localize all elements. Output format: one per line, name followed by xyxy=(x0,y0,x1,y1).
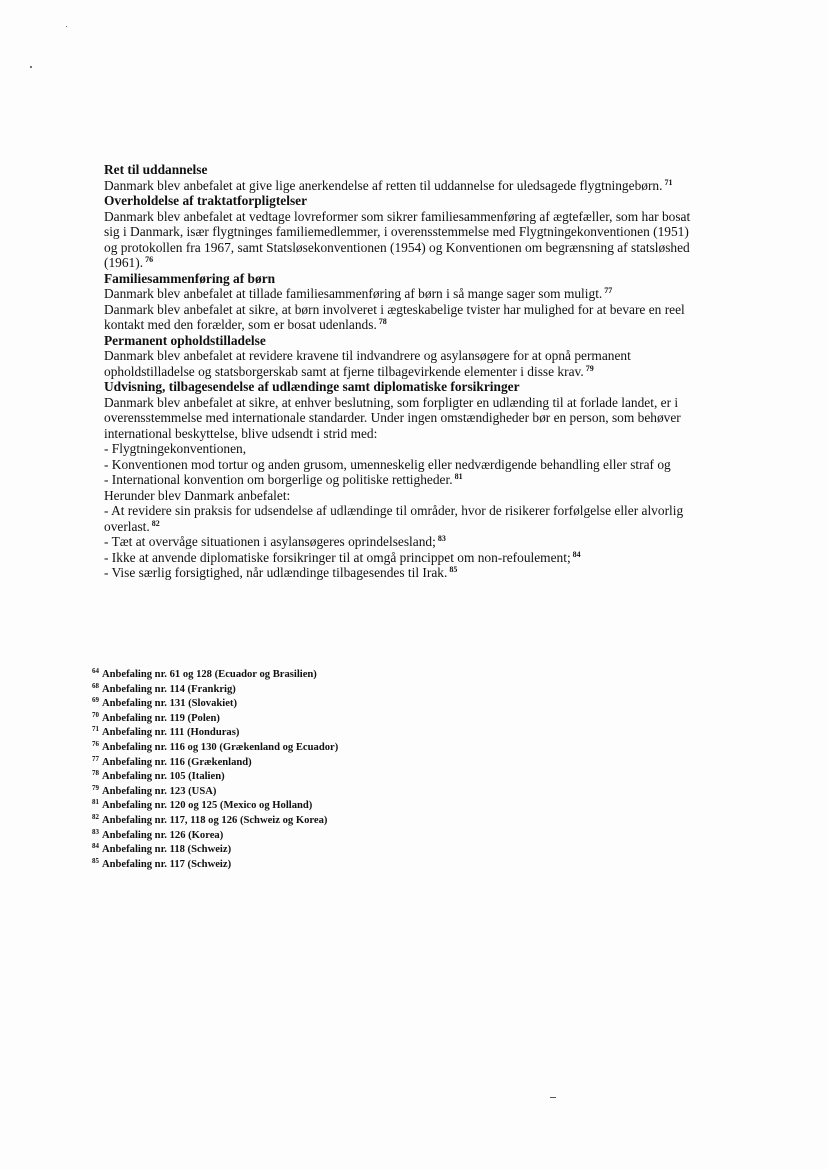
body-text xyxy=(104,162,704,581)
paragraph xyxy=(104,488,704,504)
paragraph xyxy=(104,178,704,194)
footnote-text: Anbefaling nr. 111 (Honduras) xyxy=(102,727,240,739)
paragraph-text: - Flygtningekonventionen, xyxy=(104,441,247,456)
footnote-number: 81 xyxy=(92,798,99,807)
paragraph-text: Danmark blev anbefalet at sikre, at børn involveret i ægteskabelige tvister har mulighed for at bevare en reel kontakt med den forælder, som er bosat udenlands. xyxy=(104,301,685,332)
section-heading: Familiesammenføring af børn xyxy=(104,270,276,286)
paragraph xyxy=(104,457,704,473)
scan-speck xyxy=(66,26,67,27)
footnote-number: 77 xyxy=(92,754,99,763)
paragraph-text: Danmark blev anbefalet at revidere kravene til indvandrere og asylansøgere for at opnå permanent opholdstilladelse og statsborgerskab samt at fjerne tilbagevirkende elementer i disse krav. xyxy=(104,348,631,379)
footnote xyxy=(92,785,512,800)
footnote-number: 69 xyxy=(92,696,99,705)
footnote-number: 68 xyxy=(92,681,99,690)
footnote xyxy=(92,726,512,741)
footnote xyxy=(92,858,512,873)
footnotes xyxy=(92,668,512,872)
footnote-ref: 79 xyxy=(585,363,594,373)
footnote-text: Anbefaling nr. 116 (Grækenland) xyxy=(102,756,252,768)
footnote xyxy=(92,697,512,712)
footnote-number: 71 xyxy=(92,725,99,734)
paragraph xyxy=(104,565,704,581)
footnote xyxy=(92,668,512,683)
footnote-ref: 83 xyxy=(437,534,446,543)
paragraph-text: - Konventionen mod tortur og anden grusom, umenneskelig eller nedværdigende behandling eller straf og xyxy=(104,456,671,472)
footnote-ref: 77 xyxy=(604,286,613,295)
footnote-text: Anbefaling nr. 61 og 128 (Ecuador og Brasilien) xyxy=(102,669,317,680)
paragraph xyxy=(104,472,704,488)
footnote-number: 79 xyxy=(92,783,99,792)
footnote-text: Anbefaling nr. 105 (Italien) xyxy=(102,771,225,783)
paragraph xyxy=(104,209,704,271)
paragraph-text: - Ikke at anvende diplomatiske forsikringer til at omgå princippet om non-refoulement; xyxy=(104,549,571,565)
paragraph xyxy=(104,286,704,302)
footnote-text: Anbefaling nr. 114 (Frankrig) xyxy=(102,683,236,695)
paragraph xyxy=(104,302,704,333)
footnote-ref: 84 xyxy=(572,549,581,559)
footnote-number: 76 xyxy=(92,739,99,748)
footnote xyxy=(92,770,512,785)
footnote-ref: 71 xyxy=(664,177,673,187)
footnote-number: 84 xyxy=(92,842,99,851)
footnote xyxy=(92,799,512,814)
footnote xyxy=(92,814,512,829)
footnote-text: Anbefaling nr. 117, 118 og 126 (Schweiz og Korea) xyxy=(102,814,328,826)
section-heading: Permanent opholdstilladelse xyxy=(104,332,266,348)
footnote-text: Anbefaling nr. 131 (Slovakiet) xyxy=(102,698,237,710)
scan-dash xyxy=(550,1097,556,1098)
paragraph xyxy=(104,534,704,550)
footnote xyxy=(92,843,512,858)
footnote-ref: 81 xyxy=(454,472,463,481)
footnote xyxy=(92,741,512,756)
paragraph-text: - Vise særlig forsigtighed, når udlændinge tilbagesendes til Irak. xyxy=(104,565,448,580)
footnote-number: 70 xyxy=(92,710,99,719)
footnote-text: Anbefaling nr. 116 og 130 (Grækenland og Ecuador) xyxy=(102,741,339,753)
paragraph-text: Danmark blev anbefalet at give lige anerkendelse af retten til uddannelse for uledsagede flygtningebørn. xyxy=(104,177,663,193)
footnote xyxy=(92,712,512,727)
footnote-number: 78 xyxy=(92,769,99,778)
footnote-text: Anbefaling nr. 126 (Korea) xyxy=(102,829,224,841)
paragraph-text: Danmark blev anbefalet at vedtage lovreformer som sikrer familiesammenføring af ægtefæller, som har bosat sig i Danmark, især flygtninges familiemedlemmer, i overensstemmelse med Flygtningekonventionen (1951) og protokollen fra 1967, samt Statsløsekonventionen (1954) og Konventionen om begrænsning af statsløshed (1961). xyxy=(104,208,691,270)
paragraph-text: Danmark blev anbefalet at sikre, at enhver beslutning, som forpligter en udlænding til at forlade landet, er i overensstemmelse med internationale standarder. Under ingen omstændigheder bør en person, som behøver international beskyttelse, blive udsendt i strid med: xyxy=(104,394,681,441)
footnote-text: Anbefaling nr. 120 og 125 (Mexico og Holland) xyxy=(102,800,313,812)
footnote xyxy=(92,683,512,698)
paragraph xyxy=(104,348,704,379)
footnote xyxy=(92,756,512,771)
footnote-text: Anbefaling nr. 118 (Schweiz) xyxy=(102,844,232,856)
footnote-ref: 82 xyxy=(151,518,160,528)
paragraph xyxy=(104,550,704,566)
paragraph xyxy=(104,503,704,534)
footnote-number: 82 xyxy=(92,812,99,821)
paragraph-text: Danmark blev anbefalet at tillade familiesammenføring af børn i så mange sager som muligt. xyxy=(104,286,603,301)
footnote-ref: 85 xyxy=(449,565,458,574)
footnote xyxy=(92,829,512,844)
paragraph xyxy=(104,395,704,442)
footnote-number: 83 xyxy=(92,827,99,836)
footnote-ref: 76 xyxy=(145,255,154,264)
section-heading: Overholdelse af traktatforpligtelser xyxy=(104,193,308,208)
paragraph-text: - Tæt at overvåge situationen i asylansøgeres oprindelsesland; xyxy=(104,534,436,549)
scan-speck xyxy=(30,66,32,68)
footnote-number: 85 xyxy=(92,856,99,865)
footnote-text: Anbefaling nr. 119 (Polen) xyxy=(102,712,220,724)
paragraph-text: - International konvention om borgerlige og politiske rettigheder. xyxy=(104,472,453,487)
paragraph-text: - At revidere sin praksis for udsendelse af udlændinge til områder, hvor de risikerer forfølgelse eller alvorlig overlast. xyxy=(104,503,684,534)
paragraph-text: Herunder blev Danmark anbefalet: xyxy=(104,487,291,503)
footnote-text: Anbefaling nr. 123 (USA) xyxy=(102,785,217,797)
section-heading: Ret til uddannelse xyxy=(104,162,208,177)
footnote-number: 64 xyxy=(92,667,99,675)
footnote-ref: 78 xyxy=(378,317,387,326)
section-heading: Udvisning, tilbagesendelse af udlændinge samt diplomatiske forsikringer xyxy=(104,379,520,394)
footnote-text: Anbefaling nr. 117 (Schweiz) xyxy=(102,858,232,870)
paragraph xyxy=(104,441,704,457)
